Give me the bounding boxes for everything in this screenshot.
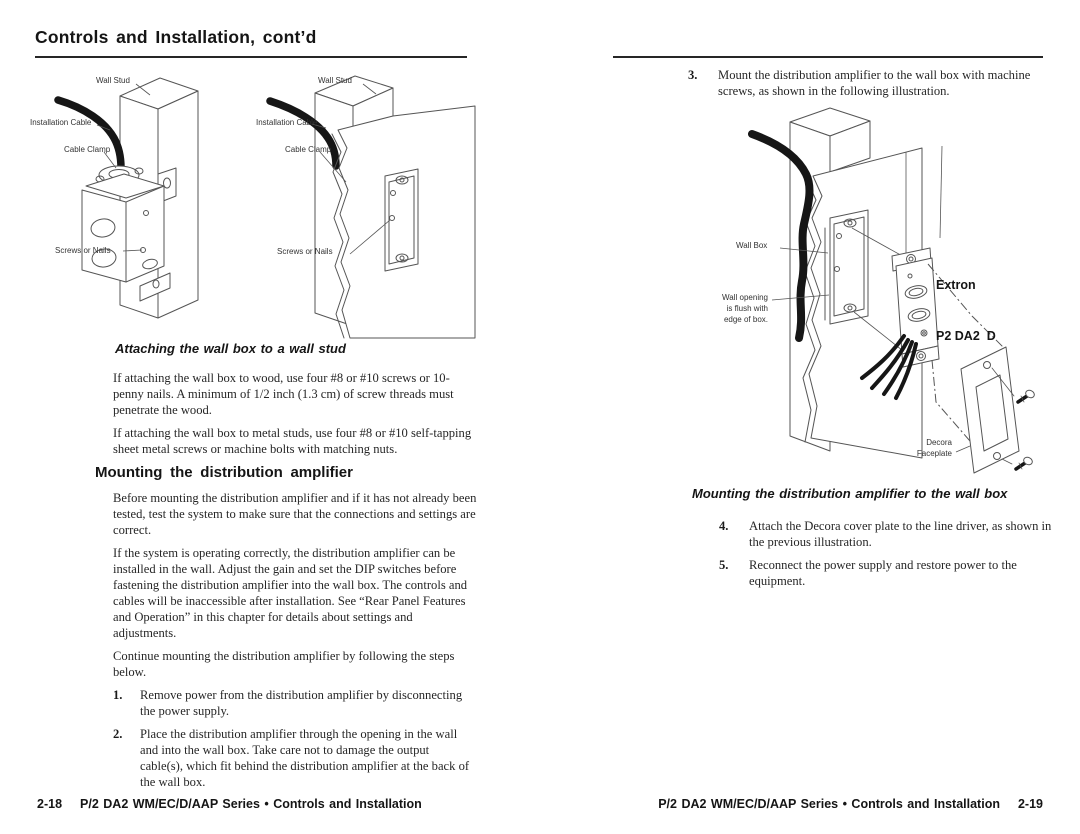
footer-left — [37, 797, 422, 811]
label-installation-cable: Installation Cable — [256, 118, 318, 127]
section-heading-attaching: Attaching the wall box to a wall stud — [115, 341, 346, 356]
page-title: Controls and Installation, cont’d — [35, 27, 317, 47]
footer-page-number: 2-19 — [1017, 797, 1043, 811]
step-text: Attach the Decora cover plate to the line driver, as shown in the previous illustration. — [749, 519, 1052, 549]
section-heading-mounting: Mounting the distribution amplifier — [95, 464, 353, 481]
label-screws-or-nails: Screws or Nails — [55, 246, 111, 255]
list-item — [688, 67, 1040, 99]
step-text: Reconnect the power supply and restore power to the equipment. — [749, 558, 1017, 588]
paragraph: If attaching the wall box to metal studs, use four #8 or #10 self-tapping sheet metal screws or machine bolts with matching nuts. — [113, 426, 472, 456]
footer-right — [658, 797, 1043, 811]
label-installation-cable: Installation Cable — [30, 118, 92, 127]
header-rule-right — [613, 56, 1043, 58]
wallbox-stud-drawing — [30, 68, 250, 336]
label-screws-or-nails: Screws or Nails — [277, 247, 333, 256]
label-wall-opening — [698, 292, 768, 325]
header-rule-left — [35, 56, 467, 58]
left-text-column — [95, 341, 487, 797]
paragraph: Continue mounting the distribution amplifier by following the steps below. — [113, 649, 455, 679]
paragraph: Before mounting the distribution amplifier and if it has not already been tested, test the system to make sure that the connections and settings are correct. — [113, 491, 477, 537]
step-number: 3. — [688, 68, 698, 82]
figure-wallbox-stud — [30, 68, 250, 336]
step-text: Remove power from the distribution amplifier by disconnecting the power supply. — [140, 688, 463, 718]
right-steps-block — [719, 518, 1067, 596]
footer-page-number: 2-18 — [37, 797, 63, 811]
section-heading-mounting-to-wallbox: Mounting the distribution amplifier to the wall box — [692, 486, 1008, 501]
label-line: edge of box. — [723, 315, 768, 324]
brand-name: Extron — [936, 278, 976, 292]
label-line: is flush with — [726, 304, 768, 313]
step-number: 2. — [113, 727, 123, 741]
label-line: Decora — [926, 438, 952, 447]
step-number: 1. — [113, 688, 123, 702]
label-line: Faceplate — [916, 449, 952, 458]
right-step3-block — [688, 67, 1040, 106]
step-text: Mount the distribution amplifier to the wall box with machine screws, as shown in the following illustration. — [718, 68, 1031, 98]
step-number: 4. — [719, 519, 729, 533]
label-cable-clamp: Cable Clamp — [285, 145, 332, 154]
list-item — [719, 557, 1067, 589]
label-wall-box: Wall Box — [736, 241, 768, 250]
label-wall-stud: Wall Stud — [96, 76, 130, 85]
model-name: P2 DA2 D — [936, 329, 996, 343]
wallbox-drywall-drawing — [250, 68, 485, 340]
list-item — [719, 518, 1067, 550]
label-line: Wall opening — [722, 293, 768, 302]
label-wall-stud: Wall Stud — [318, 76, 352, 85]
list-item — [113, 726, 487, 790]
footer-text: P/2 DA2 WM/EC/D/AAP Series • Controls and Installation — [658, 797, 1000, 811]
footer-text: P/2 DA2 WM/EC/D/AAP Series • Controls and Installation — [80, 797, 422, 811]
step-text: Place the distribution amplifier through the opening in the wall and into the wall box. Take care not to damage the output cable(s), which fit behind the distribution amplifier at the back of the wall box. — [140, 727, 470, 789]
list-item — [113, 687, 487, 719]
paragraph: If attaching the wall box to wood, use four #8 or #10 screws or 10-penny nails. A minimum of 1/2 inch (1.3 cm) of screw threads must penetrate the wood. — [113, 371, 454, 417]
step-number: 5. — [719, 558, 729, 572]
label-device-model — [936, 243, 996, 362]
label-cable-clamp: Cable Clamp — [64, 145, 111, 154]
paragraph: If the system is operating correctly, the distribution amplifier can be installed in the wall. Adjust the gain and set the DIP switches before fastening the distribution amplifier into the wall box. The controls and cables will be inaccessible after installation. See “Rear Panel Features and Operation” in this chapter for details about settings and adjustments. — [113, 546, 468, 640]
label-decora-faceplate — [880, 437, 952, 459]
figure-wallbox-drywall — [250, 68, 485, 340]
